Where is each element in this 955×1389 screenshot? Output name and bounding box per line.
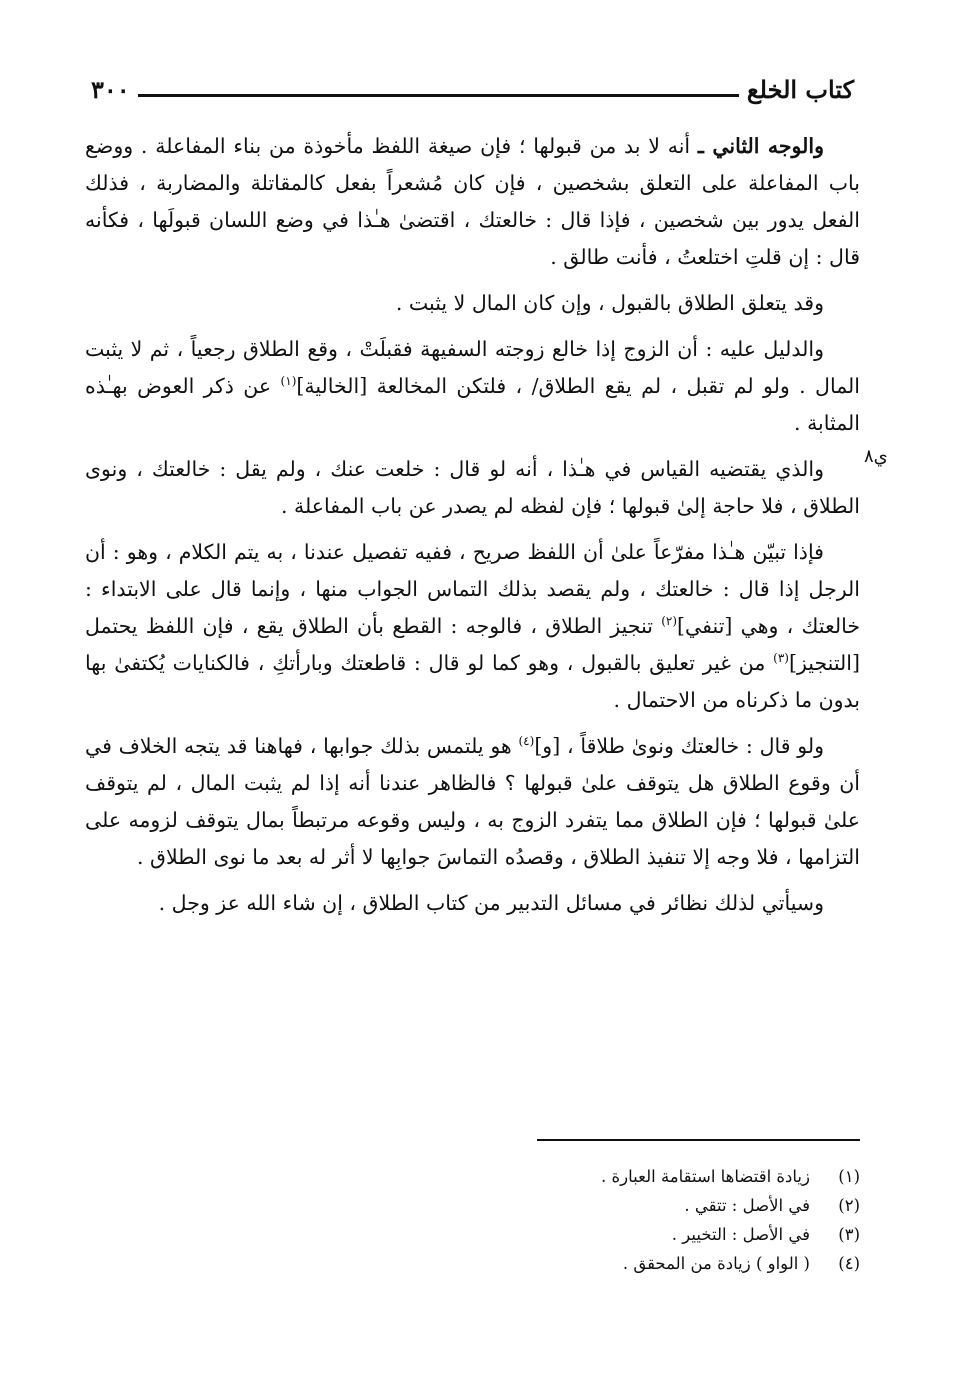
footnote-number: (٣) <box>838 1225 860 1244</box>
margin-folio-marker: ي٨ <box>864 446 888 467</box>
paragraph-text: وقد يتعلق الطلاق بالقبول ، وإن كان المال لا يثبت . <box>395 291 824 315</box>
paragraph <box>85 285 860 322</box>
paragraph-text: عن ذكر العوض بهـٰذه المثابة . <box>85 374 860 435</box>
footnote-text: زيادة اقتضاها استقامة العبارة . <box>601 1167 810 1186</box>
paragraph-text: من غير تعليق بالقبول ، وهو كما لو قال : قاطعتك وبارأتكِ ، فالكنايات يُكتفىٰ بها بدون ما ذكرناه من الاحتمال . <box>85 651 860 712</box>
footnote <box>85 1191 860 1220</box>
footnote <box>85 1249 860 1278</box>
paragraph <box>85 128 860 276</box>
footnote-separator <box>537 1139 860 1141</box>
chapter-title: كتاب الخلع <box>746 74 854 104</box>
paragraph <box>85 534 860 719</box>
paragraph <box>85 331 860 442</box>
footnote-ref[interactable]: (١) <box>280 374 297 389</box>
paragraph-text: أنه لا بد من قبولها ؛ فإن صيغة اللفظ مأخوذة من بناء المفاعلة . ووضع باب المفاعلة على التعلق بشخصين ، فإن كان مُشعراً بفعل كالمقاتلة والمضاربة ، فذلك الفعل يدور بين شخصين ، فإذا قال : خالعتك ، اقتضىٰ هـٰذا في وضع اللسان قبولَها ، فكأنه قال : إن قلتِ اختلعتُ ، فأنت طالق . <box>85 134 860 269</box>
footnote-number: (١) <box>838 1167 860 1186</box>
footnote-number: (٤) <box>838 1254 860 1273</box>
paragraph <box>85 728 860 876</box>
main-text <box>85 128 860 931</box>
paragraph-text: وسيأتي لذلك نظائر في مسائل التدبير من كتاب الطلاق ، إن شاء الله عز وجل . <box>158 891 824 915</box>
paragraph-text: فإذا تبيّن هـٰذا مفرّعاً علىٰ أن اللفظ صريح ، ففيه تفصيل عندنا ، به يتم الكلام ، وهو : أن الرجل إذا قال : خالعتك ، ولم يقصد بذلك التماس الجواب منها ، وإنما قال على الابتداء : خالعتك ، وهي [تنفي] <box>85 540 860 638</box>
paragraph-text: هو يلتمس بذلك جوابها ، فهاهنا قد يتجه الخلاف في أن وقوع الطلاق هل يتوقف علىٰ قبولها ؟ فالظاهر عندنا أنه إذا لم يثبت المال ، لم يتوقف علىٰ قبولها ؛ فإن الطلاق مما يتفرد الزوج به ، وليس وقوعه مرتبطاً بمال يتوقف لزومه على التزامها ، فلا وجه إلا تنفيذ الطلاق ، وقصدُه التماسَ جوابِها لا أثر له بعد ما نوى الطلاق . <box>85 734 860 869</box>
footnotes <box>85 1162 860 1278</box>
footnote-number: (٢) <box>838 1196 860 1215</box>
paragraph <box>85 885 860 922</box>
paragraph-text: والدليل عليه : أن الزوج إذا خالع زوجته السفيهة فقبلَتْ ، وقع الطلاق رجعياً ، ثم لا يثبت المال . ولو لم تقبل ، لم يقع الطلاق/ ، فلتكن المخالعة [الخالية] <box>85 337 860 398</box>
footnote-text: في الأصل : تتقي . <box>684 1196 810 1215</box>
header-rule <box>138 94 739 97</box>
paragraph <box>85 451 860 525</box>
footnote-ref[interactable]: (٢) <box>661 614 678 629</box>
footnote-text: في الأصل : التخيير . <box>671 1225 810 1244</box>
footnote-ref[interactable]: (٣) <box>773 651 789 666</box>
footnote <box>85 1162 860 1191</box>
footnote-text: ( الواو ) زيادة من المحقق . <box>622 1254 810 1273</box>
footnote-ref[interactable]: (٤) <box>518 734 535 749</box>
paragraph-lead: والوجه الثاني ـ <box>697 134 824 158</box>
paragraph-text: ولو قال : خالعتك ونوىٰ طلاقاً ، [و] <box>534 734 825 758</box>
paragraph-text: والذي يقتضيه القياس في هـٰذا ، أنه لو قال : خلعت عنك ، ولم يقل : خالعتك ، ونوى الطلاق ، فلا حاجة إلىٰ قبولها ؛ فإن لفظه لم يصدر عن باب المفاعلة . <box>85 457 860 518</box>
running-header <box>85 72 860 106</box>
paragraph-text: تنجيز الطلاق ، فالوجه : القطع بأن الطلاق يقع ، فإن اللفظ يحتمل [التنجيز] <box>85 614 860 675</box>
page-number: ٣٠٠ <box>91 74 130 104</box>
footnote <box>85 1220 860 1249</box>
